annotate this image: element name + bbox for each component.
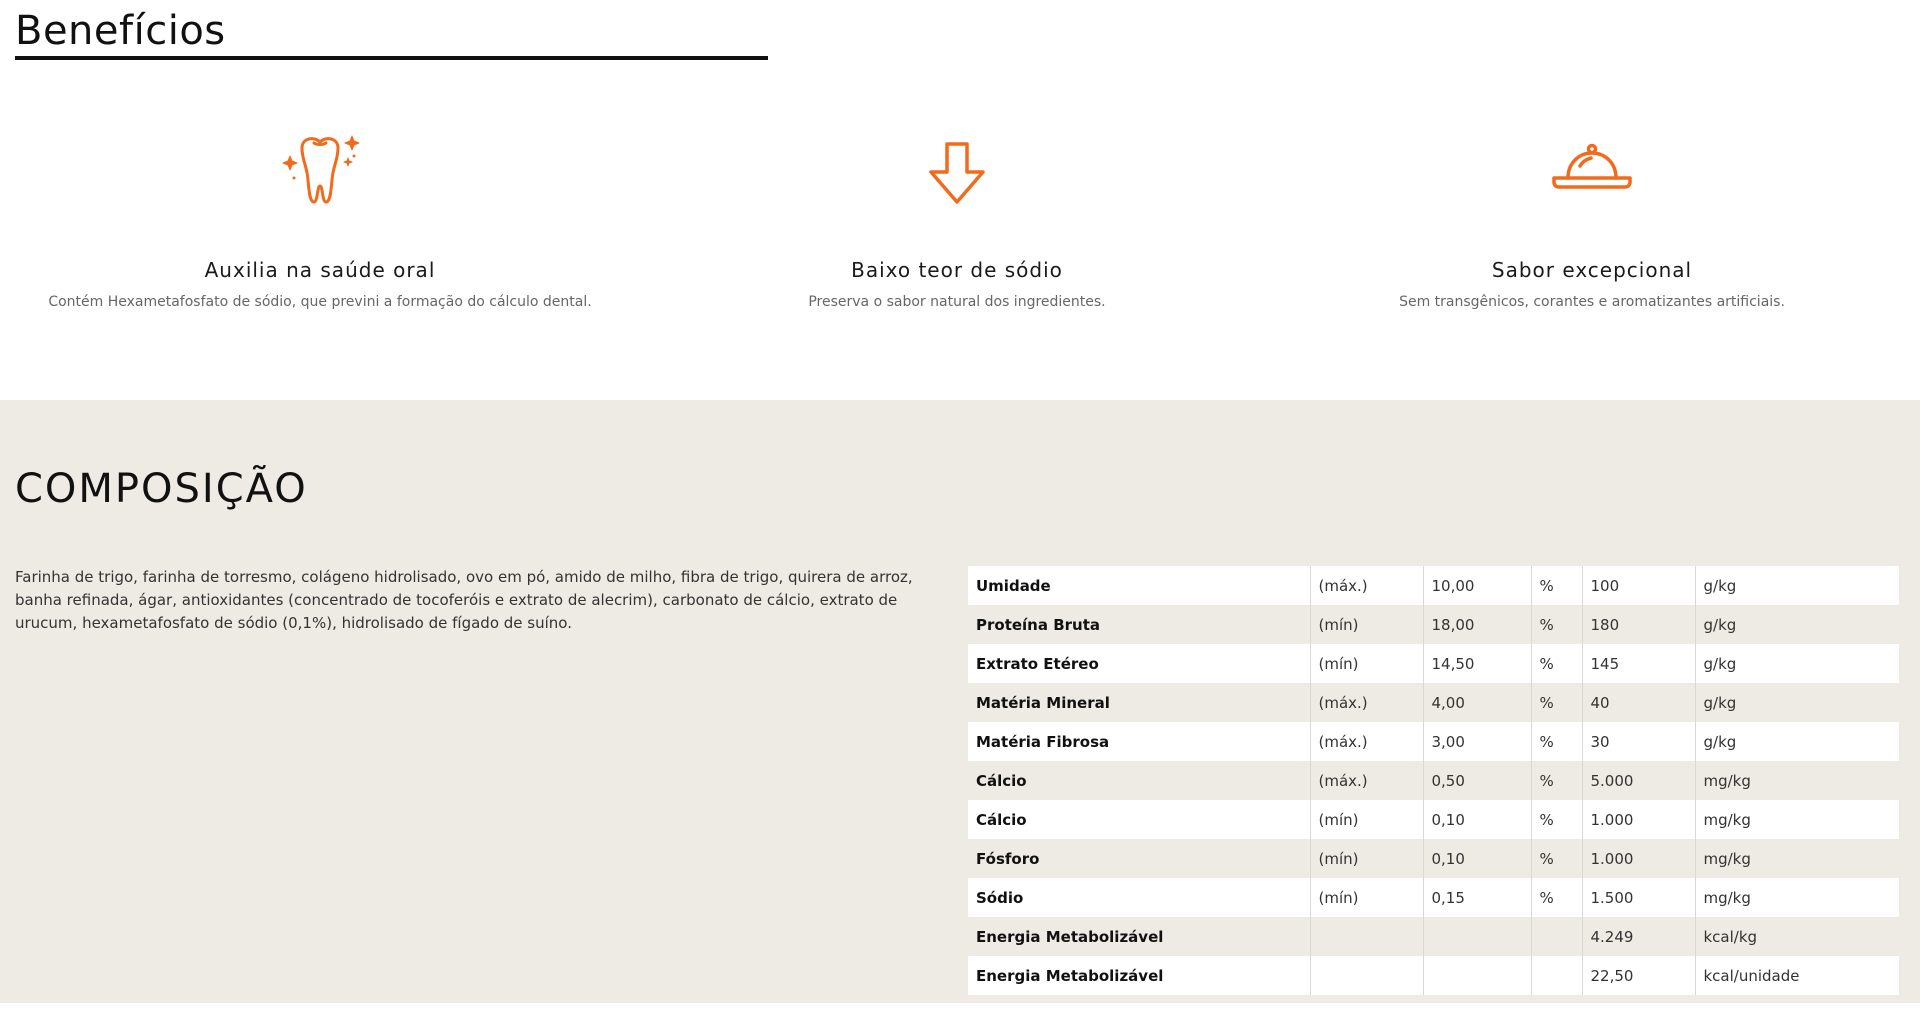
nutrient-percent-unit <box>1531 917 1582 956</box>
nutrient-qualifier: (máx.) <box>1310 683 1423 722</box>
nutrient-name: Extrato Etéreo <box>968 644 1310 683</box>
nutrient-qualifier: (mín) <box>1310 800 1423 839</box>
nutrient-value: 145 <box>1582 644 1695 683</box>
table-row <box>968 800 1899 839</box>
arrow-down-icon <box>907 130 1007 216</box>
nutrient-unit: kcal/kg <box>1695 917 1899 956</box>
nutrient-value: 4.249 <box>1582 917 1695 956</box>
nutrient-name: Proteína Bruta <box>968 605 1310 644</box>
nutrient-qualifier: (mín) <box>1310 878 1423 917</box>
nutrient-percent-unit: % <box>1531 683 1582 722</box>
nutrient-unit: mg/kg <box>1695 761 1899 800</box>
nutrient-percent-unit: % <box>1531 839 1582 878</box>
nutrient-value: 1.000 <box>1582 800 1695 839</box>
nutrient-qualifier: (mín) <box>1310 839 1423 878</box>
benefit-description: Preserva o sabor natural dos ingredientes. <box>808 294 1106 310</box>
nutrient-unit: g/kg <box>1695 722 1899 761</box>
table-row <box>968 605 1899 644</box>
nutrient-name: Energia Metabolizável <box>968 956 1310 995</box>
nutrient-name: Cálcio <box>968 761 1310 800</box>
benefits-section <box>0 0 1920 400</box>
nutrient-percent-unit: % <box>1531 722 1582 761</box>
food-cloche-icon <box>1542 130 1642 216</box>
nutrient-unit: g/kg <box>1695 683 1899 722</box>
nutrient-percent <box>1423 956 1531 995</box>
table-row <box>968 566 1899 605</box>
table-row <box>968 839 1899 878</box>
nutrient-percent-unit: % <box>1531 761 1582 800</box>
table-row <box>968 878 1899 917</box>
table-row <box>968 722 1899 761</box>
nutrient-value: 1.500 <box>1582 878 1695 917</box>
nutrient-name: Energia Metabolizável <box>968 917 1310 956</box>
benefit-description: Sem transgênicos, corantes e aromatizantes artificiais. <box>1399 294 1785 310</box>
nutrient-percent-unit <box>1531 956 1582 995</box>
tooth-sparkle-icon <box>270 130 370 216</box>
nutrient-name: Umidade <box>968 566 1310 605</box>
benefit-oral-health <box>0 130 640 310</box>
nutrient-value: 5.000 <box>1582 761 1695 800</box>
nutrient-value: 40 <box>1582 683 1695 722</box>
nutrient-unit: g/kg <box>1695 566 1899 605</box>
nutrient-percent: 0,10 <box>1423 839 1531 878</box>
nutrient-qualifier: (máx.) <box>1310 761 1423 800</box>
benefit-title: Auxilia na saúde oral <box>204 258 436 282</box>
nutrient-name: Matéria Mineral <box>968 683 1310 722</box>
nutrient-value: 30 <box>1582 722 1695 761</box>
nutrient-name: Cálcio <box>968 800 1310 839</box>
nutrient-qualifier: (mín) <box>1310 644 1423 683</box>
nutrient-percent: 18,00 <box>1423 605 1531 644</box>
nutrient-percent <box>1423 917 1531 956</box>
table-row <box>968 761 1899 800</box>
nutrient-name: Matéria Fibrosa <box>968 722 1310 761</box>
page-bottom-edge <box>0 1003 1920 1009</box>
nutrient-percent: 4,00 <box>1423 683 1531 722</box>
nutrient-percent: 3,00 <box>1423 722 1531 761</box>
nutrient-percent-unit: % <box>1531 605 1582 644</box>
nutrient-value: 1.000 <box>1582 839 1695 878</box>
benefits-title: Benefícios <box>15 8 226 54</box>
benefit-title: Sabor excepcional <box>1491 258 1693 282</box>
benefit-flavor <box>1272 130 1912 310</box>
benefit-low-sodium <box>637 130 1277 310</box>
table-row <box>968 917 1899 956</box>
nutrient-percent: 0,10 <box>1423 800 1531 839</box>
table-row <box>968 683 1899 722</box>
benefit-description: Contém Hexametafosfato de sódio, que previni a formação do cálculo dental. <box>48 294 592 310</box>
benefit-title: Baixo teor de sódio <box>851 258 1063 282</box>
benefits-title-underline <box>15 56 768 60</box>
nutrient-qualifier <box>1310 956 1423 995</box>
table-row <box>968 956 1899 995</box>
nutrient-percent-unit: % <box>1531 800 1582 839</box>
table-row <box>968 644 1899 683</box>
nutrient-unit: kcal/unidade <box>1695 956 1899 995</box>
composition-title: COMPOSIÇÃO <box>15 466 308 512</box>
nutrient-percent-unit: % <box>1531 878 1582 917</box>
nutrient-unit: mg/kg <box>1695 800 1899 839</box>
nutrient-unit: mg/kg <box>1695 839 1899 878</box>
nutrient-qualifier <box>1310 917 1423 956</box>
nutrient-qualifier: (máx.) <box>1310 722 1423 761</box>
nutrient-unit: mg/kg <box>1695 878 1899 917</box>
nutrient-name: Fósforo <box>968 839 1310 878</box>
nutrient-percent-unit: % <box>1531 566 1582 605</box>
nutrient-name: Sódio <box>968 878 1310 917</box>
nutrient-qualifier: (mín) <box>1310 605 1423 644</box>
nutrient-qualifier: (máx.) <box>1310 566 1423 605</box>
nutrient-percent: 0,50 <box>1423 761 1531 800</box>
composition-ingredients: Farinha de trigo, farinha de torresmo, colágeno hidrolisado, ovo em pó, amido de milho, fibra de trigo, quirera de arroz, banha refinada, ágar, antioxidantes (concentrado de tocoferóis e extrato de alecrim), carbonato de cálcio, extrato de urucum, hexametafosfato de sódio (0,1%), hidrolisado de fígado de suíno. <box>15 568 913 632</box>
nutrient-percent: 10,00 <box>1423 566 1531 605</box>
composition-section <box>0 400 1920 1009</box>
nutrient-percent-unit: % <box>1531 644 1582 683</box>
nutrient-unit: g/kg <box>1695 605 1899 644</box>
nutrient-value: 22,50 <box>1582 956 1695 995</box>
nutrition-table <box>968 566 1899 995</box>
nutrient-unit: g/kg <box>1695 644 1899 683</box>
nutrient-percent: 14,50 <box>1423 644 1531 683</box>
nutrient-value: 100 <box>1582 566 1695 605</box>
nutrient-percent: 0,15 <box>1423 878 1531 917</box>
nutrient-value: 180 <box>1582 605 1695 644</box>
